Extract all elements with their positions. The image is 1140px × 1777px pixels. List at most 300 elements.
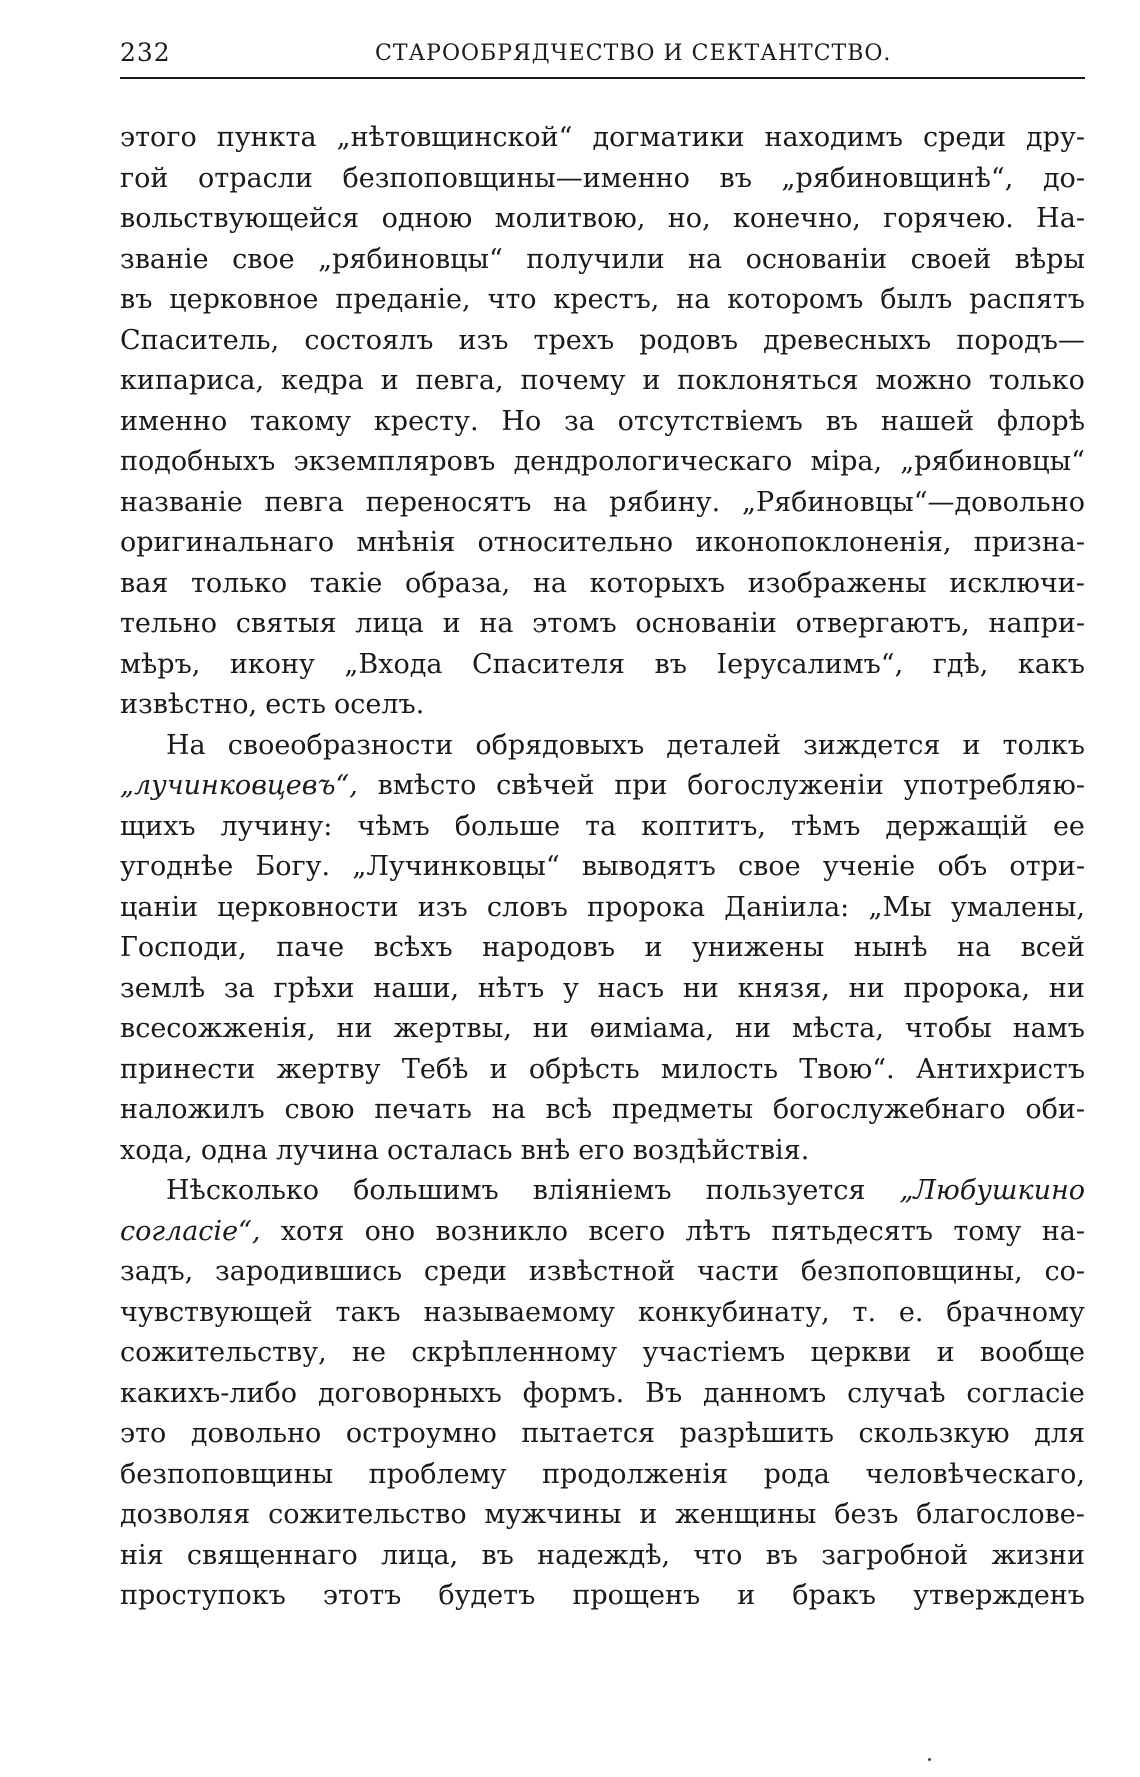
word: за [223, 972, 255, 1004]
word: будетъ [438, 1580, 536, 1611]
word: чувствующей [120, 1296, 313, 1328]
word: въ [120, 284, 153, 315]
word: такому [250, 405, 352, 437]
word: вая [120, 567, 169, 599]
text-line [120, 523, 1085, 564]
word: ни [735, 1013, 771, 1044]
word: участіемъ [642, 1337, 786, 1368]
word: зародившись [215, 1256, 403, 1287]
word: можно [875, 365, 972, 396]
word: брачному [946, 1296, 1085, 1328]
word: у [563, 972, 579, 1004]
word: всѣхъ [373, 932, 453, 963]
word: безпоповщины—именно [342, 162, 690, 194]
word: пользуется [705, 1175, 866, 1206]
word: при [614, 770, 668, 801]
running-title: СТАРООБРЯДЧЕСТВО И СЕКТАНТСТВО. [375, 41, 892, 66]
word: е. [898, 1296, 924, 1328]
text-line [120, 1171, 1085, 1212]
word: оно [364, 1215, 416, 1247]
word: подобныхъ [120, 446, 276, 477]
word: преданіе, [335, 284, 471, 315]
word: Въ [645, 1377, 683, 1409]
word: На- [1036, 203, 1085, 234]
word: на [491, 1094, 526, 1125]
word: оби- [1025, 1094, 1085, 1125]
word: поклоняться [677, 365, 859, 396]
word: лица, [381, 1539, 459, 1571]
text-line [120, 1090, 1085, 1131]
word: свѣчей [496, 770, 595, 801]
word: хотя [280, 1215, 345, 1247]
word: до- [1042, 162, 1085, 194]
text-line [120, 564, 1085, 605]
word: употребляю- [903, 770, 1085, 801]
word: міра, [810, 446, 883, 477]
text-line [120, 1333, 1085, 1374]
text-line [120, 645, 1085, 686]
word: т. [852, 1296, 877, 1328]
word: въ [481, 1539, 514, 1571]
header-rule [120, 77, 1085, 79]
word: коптитъ, [641, 810, 766, 842]
word: толкъ [1002, 729, 1085, 761]
word: только [988, 365, 1085, 396]
word: свое [738, 851, 801, 882]
word: скользкую [858, 1418, 1010, 1449]
word: сожительству, [120, 1337, 327, 1368]
word: что [693, 1539, 743, 1571]
word: на- [1041, 1215, 1085, 1247]
word: Господи, [120, 932, 247, 963]
word: умалены, [950, 891, 1085, 923]
word: изъ [417, 891, 468, 923]
text-line [120, 1293, 1085, 1334]
page-number: 232 [120, 38, 171, 67]
word: проступокъ [120, 1580, 286, 1611]
word: и [642, 365, 661, 396]
word: князя, [737, 972, 830, 1004]
word: вліяніемъ [532, 1175, 672, 1206]
word: ни [682, 972, 719, 1004]
text-line [120, 807, 1085, 848]
word: нынѣ [853, 932, 928, 963]
word: лучину: [220, 810, 333, 842]
word: тому [953, 1215, 1022, 1247]
text-line [120, 361, 1085, 402]
word: ее [1052, 810, 1085, 842]
word: нашей [880, 405, 975, 437]
word: певга [264, 486, 344, 518]
text-line [120, 1131, 1085, 1172]
word: извѣстной [528, 1256, 676, 1287]
word: былъ [880, 284, 953, 315]
word: больше [454, 810, 561, 842]
word: дру- [1026, 122, 1085, 153]
word: святыя [235, 608, 337, 639]
word: пятьдесятъ [771, 1215, 933, 1247]
word: Спаситель, [120, 324, 280, 356]
word: грѣхи [273, 972, 355, 1004]
word: и [936, 1337, 955, 1368]
word: „Мы [868, 891, 932, 923]
word: его [578, 1134, 625, 1166]
word: изображены [747, 567, 927, 599]
word: надеждѣ, [537, 1539, 671, 1571]
word: пытается [521, 1418, 656, 1449]
word: и [489, 1053, 508, 1085]
word: иконопоклоненія, [695, 527, 952, 558]
word: Спасителя [471, 648, 625, 680]
word: распятъ [969, 284, 1085, 315]
word: и [380, 365, 399, 396]
word: возникло [435, 1215, 568, 1247]
word: „Рябиновцы“—довольно [741, 486, 1085, 518]
text-line [120, 1050, 1085, 1091]
word: и [442, 608, 461, 639]
word: на [532, 567, 567, 599]
word: „Входа [344, 648, 443, 680]
text-line [120, 685, 1085, 726]
word: внѣ [520, 1134, 571, 1166]
word: землѣ [120, 972, 206, 1004]
word: „лучинковцевъ“, [120, 770, 358, 801]
word: остроумно [345, 1418, 497, 1449]
word: гой [120, 162, 169, 194]
word: проблему [368, 1458, 507, 1490]
text-line [120, 159, 1085, 200]
word: вѣры [1014, 243, 1085, 275]
word: утвержденъ [913, 1580, 1085, 1611]
word: извѣстно, [120, 689, 258, 720]
word: пункта [216, 122, 317, 153]
word: это [120, 1418, 167, 1449]
text-line [120, 726, 1085, 767]
word: хода, [120, 1134, 193, 1166]
word: лучина [275, 1134, 379, 1166]
word: всей [1020, 932, 1085, 963]
text-line [120, 442, 1085, 483]
word: горячею. [883, 203, 1014, 234]
word: что [487, 284, 537, 315]
word: основаніи [635, 608, 777, 639]
word: этомъ [532, 608, 617, 639]
word: формъ. [522, 1377, 625, 1409]
word: На [166, 729, 206, 761]
word: всесожженія, [120, 1013, 316, 1044]
word: выводятъ [581, 851, 716, 882]
word: певга, [415, 365, 504, 396]
word: священнаго [186, 1539, 358, 1571]
word: вмѣсто [377, 770, 477, 801]
text-line [120, 1252, 1085, 1293]
text-line [120, 928, 1085, 969]
word: мѣръ, [120, 648, 201, 680]
word: званіе [120, 243, 209, 275]
word: Нѣсколько [166, 1175, 320, 1206]
word: для [1034, 1418, 1085, 1449]
word: безпоповщины [120, 1458, 334, 1490]
word: „нѣтовщинской“ [336, 122, 573, 153]
word: благослове- [916, 1499, 1085, 1530]
word: всѣ [545, 1094, 593, 1125]
word: оселъ. [334, 689, 425, 720]
word: на [553, 486, 588, 518]
word: на [957, 932, 992, 963]
word: насъ [597, 972, 665, 1004]
word: напри- [988, 608, 1085, 639]
word: паче [276, 932, 345, 963]
word: нѣтъ [477, 972, 545, 1004]
word: „рябиновцы“ [318, 243, 503, 275]
word: богослужебнаго [772, 1094, 1006, 1125]
word: принести [120, 1053, 256, 1085]
word: тѣмъ [790, 810, 861, 842]
word: въ [654, 648, 687, 680]
word: данномъ [703, 1377, 827, 1409]
text-line [120, 1009, 1085, 1050]
word: печать [374, 1094, 472, 1125]
word: мужчины [484, 1499, 622, 1530]
word: ни [532, 1013, 569, 1044]
word: дозволяя [120, 1499, 251, 1530]
word: рода [763, 1458, 830, 1490]
word: въ [719, 162, 752, 194]
word: продолженія [542, 1458, 729, 1490]
text-line [120, 1536, 1085, 1577]
word: щихъ [120, 810, 196, 842]
word: молитвою, [494, 203, 646, 234]
text-line [120, 766, 1085, 807]
word: переносятъ [365, 486, 532, 518]
word: Іерусалимъ“, [716, 648, 904, 680]
word: которомъ [727, 284, 864, 315]
text-line [120, 402, 1085, 443]
word: бракъ [792, 1580, 876, 1611]
word: со- [1044, 1256, 1085, 1287]
text-line [120, 1576, 1085, 1617]
word: ни [336, 1013, 373, 1044]
word: образа, [404, 567, 511, 599]
text-line [120, 321, 1085, 362]
word: разрѣшить [679, 1418, 834, 1449]
word: среди [922, 122, 1006, 153]
text-line [120, 240, 1085, 281]
word: лѣтъ [685, 1215, 752, 1247]
word: нія [120, 1539, 164, 1571]
text-line [120, 1414, 1085, 1455]
word: жизни [991, 1539, 1085, 1571]
word: большимъ [353, 1175, 499, 1206]
word: Твою“. [799, 1053, 895, 1085]
word: именно [120, 405, 228, 437]
word: прощенъ [572, 1580, 701, 1611]
word: призна- [973, 527, 1085, 558]
word: одна [200, 1134, 268, 1166]
word: унижены [692, 932, 825, 963]
word: въ [825, 405, 859, 437]
word: отвергаютъ, [795, 608, 970, 639]
word: наши, [373, 972, 460, 1004]
word: отрасли [198, 162, 313, 194]
word: деталей [666, 729, 781, 761]
word: безпоповщины, [800, 1256, 1023, 1287]
word: Но [501, 405, 542, 437]
text-line [120, 847, 1085, 888]
word: и [644, 932, 663, 963]
word: кипариса, [120, 365, 265, 396]
word: экземпляровъ [293, 446, 496, 477]
word: и [737, 1580, 756, 1611]
word: этого [120, 122, 197, 153]
word: Тебѣ [401, 1053, 469, 1085]
word: состоялъ [304, 324, 434, 356]
word: свое [232, 243, 295, 275]
word: флорѣ [996, 405, 1085, 437]
word: оригинальнаго [120, 527, 335, 558]
word: ученіе [822, 851, 916, 882]
word: и [639, 1499, 658, 1530]
text-line [120, 1455, 1085, 1496]
word: угоднѣе [120, 851, 234, 882]
word: такъ [335, 1296, 401, 1328]
word: вольствующейся [120, 203, 360, 234]
word: есть [265, 689, 326, 720]
word: мнѣнія [356, 527, 456, 558]
word: догматики [592, 122, 745, 153]
word: задъ, [120, 1256, 194, 1287]
word: только [190, 567, 288, 599]
word: въ [765, 1539, 798, 1571]
word: относительно [477, 527, 674, 558]
page-header [120, 38, 1085, 78]
word: „Любушкино [899, 1175, 1085, 1206]
word: жертвы, [393, 1013, 512, 1044]
word: церкви [810, 1337, 912, 1368]
word: предметы [611, 1094, 754, 1125]
word: находимъ [764, 122, 903, 153]
word: отсутствіемъ [617, 405, 803, 437]
word: безъ [834, 1499, 899, 1530]
word: согласіе“, [120, 1215, 261, 1247]
word: изъ [458, 324, 509, 356]
word: конечно, [733, 203, 861, 234]
word: держащій [885, 810, 1028, 842]
word: объ [937, 851, 988, 882]
word: договорныхъ [317, 1377, 502, 1409]
word: милость [660, 1053, 779, 1085]
word: рябину. [609, 486, 721, 518]
word: дендрологическаго [513, 446, 793, 477]
word: на [688, 243, 723, 275]
word: воздѣйствія. [632, 1134, 810, 1166]
word: осталась [387, 1134, 513, 1166]
word: вообще [979, 1337, 1085, 1368]
word: Антихристъ [915, 1053, 1085, 1085]
word: и [962, 729, 981, 761]
word: среди [423, 1256, 507, 1287]
text-line [120, 604, 1085, 645]
word: почему [520, 365, 626, 396]
word: богослуженіи [687, 770, 884, 801]
word: Даніила: [724, 891, 850, 923]
word: та [585, 810, 617, 842]
word: получили [526, 243, 665, 275]
word: народовъ [482, 932, 616, 963]
word: чѣмъ [357, 810, 430, 842]
word: случаѣ [847, 1377, 946, 1409]
text-line [120, 483, 1085, 524]
word: сожительство [268, 1499, 467, 1530]
print-speck [928, 1758, 931, 1761]
word: крестъ, [553, 284, 660, 315]
word: жертву [276, 1053, 381, 1085]
word: какъ [1017, 648, 1085, 680]
word: „рябиновщинѣ“, [781, 162, 1014, 194]
word: исключи- [949, 567, 1085, 599]
text-line [120, 888, 1085, 929]
text-line [120, 118, 1085, 159]
text-line [120, 199, 1085, 240]
word: тельно [120, 608, 218, 639]
word: конкубинату, [638, 1296, 830, 1328]
word: названіе [120, 486, 243, 518]
word: своей [910, 243, 992, 275]
word: трехъ [533, 324, 615, 356]
word: за [564, 405, 595, 437]
word: гдѣ, [932, 648, 989, 680]
word: зиждется [803, 729, 941, 761]
word: ѳиміама, [589, 1013, 715, 1044]
word: Богу. [255, 851, 331, 882]
text-line [120, 1495, 1085, 1536]
word: загробной [821, 1539, 969, 1571]
word: одною [381, 203, 473, 234]
text-line [120, 969, 1085, 1010]
word: но, [667, 203, 711, 234]
word: всего [588, 1215, 666, 1247]
word: мѣста, [791, 1013, 884, 1044]
word: породъ— [956, 324, 1085, 356]
word: церковности [217, 891, 399, 923]
word: довольно [190, 1418, 322, 1449]
word: чтобы [904, 1013, 992, 1044]
word: не [352, 1337, 387, 1368]
word: которыхъ [589, 567, 726, 599]
word: обрѣсть [528, 1053, 640, 1085]
word: „Лучинковцы“ [352, 851, 560, 882]
word: свою [284, 1094, 355, 1125]
word: родовъ [639, 324, 739, 356]
word: скрѣпленному [411, 1337, 618, 1368]
word: кресту. [373, 405, 479, 437]
word: человѣческаго, [865, 1458, 1085, 1490]
word: церковное [169, 284, 319, 315]
text-line [120, 1212, 1085, 1253]
text-line [120, 280, 1085, 321]
body-text [120, 118, 1085, 1617]
word: кедра [280, 365, 364, 396]
word: словъ [486, 891, 568, 923]
word: древесныхъ [763, 324, 932, 356]
word: обрядовыхъ [475, 729, 645, 761]
word: женщины [675, 1499, 817, 1530]
word: этотъ [322, 1580, 402, 1611]
word: наложилъ [120, 1094, 265, 1125]
text-line [120, 1374, 1085, 1415]
word: какихъ-либо [120, 1377, 298, 1409]
word: части [697, 1256, 780, 1287]
